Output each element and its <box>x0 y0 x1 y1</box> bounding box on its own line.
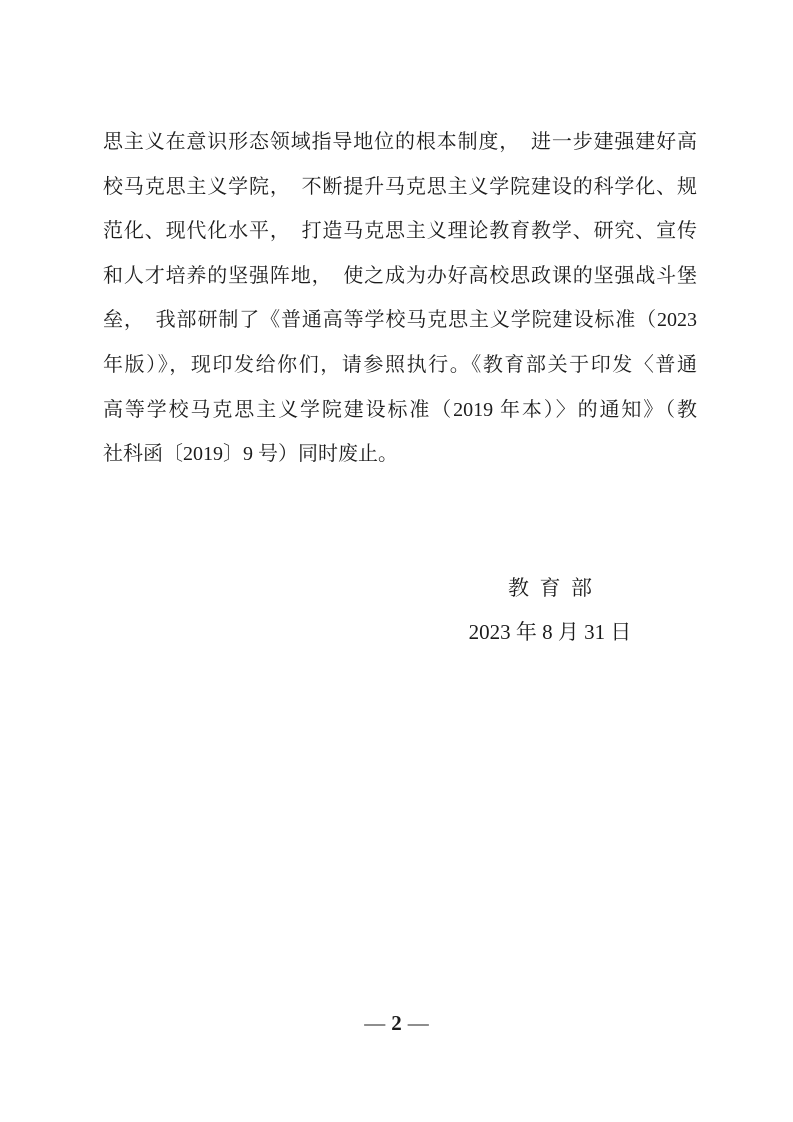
footer-right-dash: — <box>407 1011 429 1035</box>
body-text-line: 社科函〔2019〕9 号）同时废止。 <box>103 443 398 466</box>
body-text-line: 和人才培养的坚强阵地， 使之成为办好高校思政课的坚强战斗堡 <box>103 264 697 287</box>
signature-organization: 教 育 部 <box>508 576 592 600</box>
page-footer <box>0 1008 793 1038</box>
page-number: 2 <box>391 1011 402 1035</box>
body-text-line: 高等学校马克思主义学院建设标准（2019 年本）〉的通知》（教 <box>103 398 697 421</box>
body-text-line: 思主义在意识形态领域指导地位的根本制度， 进一步建强建好高 <box>103 131 697 153</box>
signature-block <box>380 566 720 654</box>
body-text-line: 校马克思主义学院， 不断提升马克思主义学院建设的科学化、规 <box>103 175 697 198</box>
signature-date: 2023 年 8 月 31 日 <box>468 620 632 644</box>
body-paragraph <box>103 120 697 477</box>
body-text-line: 范化、现代化水平， 打造马克思主义理论教育教学、研究、宣传 <box>103 220 697 243</box>
body-text-line: 年版）》，现印发给你们，请参照执行。《教育部关于印发〈普通 <box>103 353 697 376</box>
body-text-line: 垒， 我部研制了《普通高等学校马克思主义学院建设标准（2023 <box>103 309 697 332</box>
footer-left-dash: — <box>364 1011 386 1035</box>
